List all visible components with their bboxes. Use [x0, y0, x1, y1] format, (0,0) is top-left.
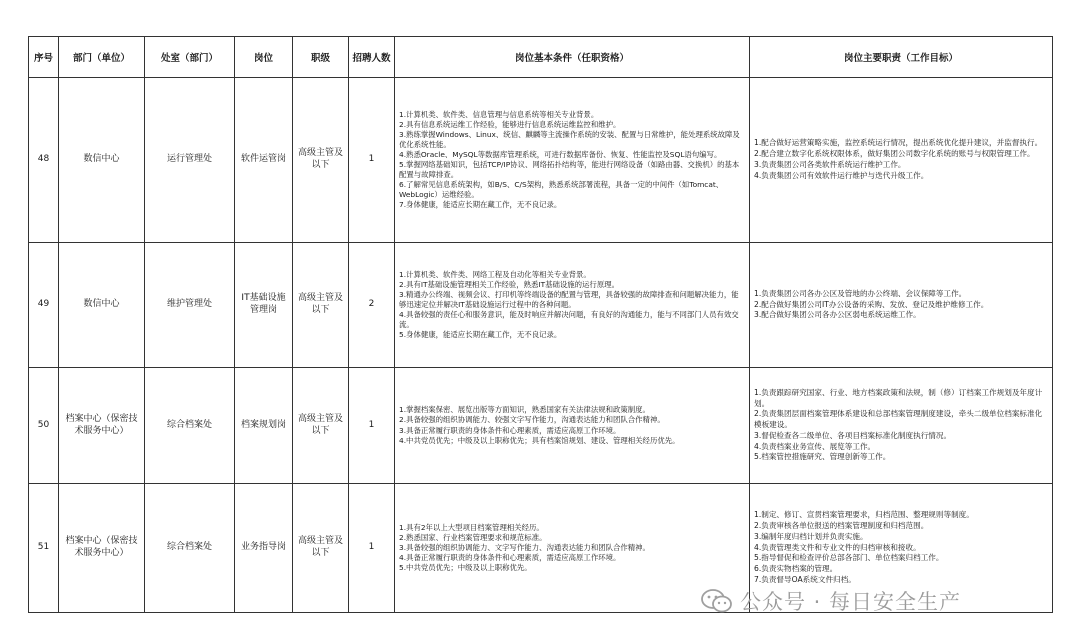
duty-item: 7.负责督导OA系统文件归档。 — [754, 574, 856, 584]
row-seq: 49 — [29, 243, 59, 368]
condition-item: 7.身体健康，能适应长期在藏工作，无不良记录。 — [399, 200, 562, 210]
row-office: 维护管理处 — [145, 243, 235, 368]
row-count: 1 — [349, 484, 395, 613]
header-seq: 序号 — [29, 37, 59, 78]
row-level: 高级主管及以下 — [293, 243, 349, 368]
row-level: 高级主管及以下 — [293, 484, 349, 613]
duty-item: 1.负责集团公司各办公区及管地的办公终端、会议保障等工作。 — [754, 288, 967, 298]
header-level: 职级 — [293, 37, 349, 78]
row-department: 档案中心（保密技术服务中心） — [59, 368, 145, 484]
duty-item: 3.编制年度归档计划并负责实施。 — [754, 531, 868, 541]
condition-item: 2.熟悉国家、行业档案管理要求和规范标准。 — [399, 532, 547, 542]
row-conditions — [395, 484, 750, 613]
duty-item: 4.负责集团公司有效软件运行维护与迭代升级工作。 — [754, 170, 929, 180]
duty-item: 2.配合做好集团公司IT办公设备的采购、发放、登记及维护维修工作。 — [754, 299, 989, 309]
row-department: 数信中心 — [59, 78, 145, 243]
row-post: 软件运管岗 — [235, 78, 293, 243]
row-post: IT基础设施管理岗 — [235, 243, 293, 368]
condition-item: 4.中共党员优先；中级及以上职称优先；具有档案馆规划、建设、管理相关经历优先。 — [399, 435, 680, 445]
condition-item: 3.具备正常履行职责的身体条件和心理素质，需适应高原工作环境。 — [399, 425, 621, 435]
header-department: 部门（单位） — [59, 37, 145, 78]
header-office: 处室（部门） — [145, 37, 235, 78]
duty-item: 1.配合做好运营策略实施，监控系统运行情况，提出系统优化提升建议，并监督执行。 — [754, 138, 1043, 148]
condition-item: 4.具备正常履行职责的身体条件和心理素质，需适应高原工作环境。 — [399, 553, 621, 563]
duty-item: 2.负责审核各单位报送的档案管理制度和归档范围。 — [754, 521, 929, 531]
duty-item: 5.档案管控措施研究、管理创新等工作。 — [754, 452, 891, 462]
row-office: 综合档案处 — [145, 484, 235, 613]
row-level: 高级主管及以下 — [293, 368, 349, 484]
condition-item: 5.中共党员优先；中级及以上职称优先。 — [399, 563, 532, 573]
row-count: 2 — [349, 243, 395, 368]
condition-item: 3.具备较强的组织协调能力、文字写作能力、沟通表达能力和团队合作精神。 — [399, 542, 650, 552]
condition-item: 2.具备较强的组织协调能力、较强文字写作能力，沟通表达能力和团队合作精神。 — [399, 415, 665, 425]
condition-item: 2.具有信息系统运维工作经验，能够进行信息系统运维监控和维护。 — [399, 119, 621, 129]
condition-item: 5.掌握网络基础知识，包括TCP/IP协议、网络拓扑结构等，能进行网络设备（如路由器、交换机）的基本配置与故障排查。 — [399, 160, 740, 180]
header-conditions: 岗位基本条件（任职资格） — [395, 37, 750, 78]
table-header-row — [29, 37, 1053, 78]
condition-item: 6.了解常见信息系统架构，如B/S、C/S架构，熟悉系统部署流程，具备一定的中间件（如Tomcat、WebLogic）运维经验。 — [399, 180, 724, 200]
duty-item: 3.督促检查各二级单位、各项目档案标准化制度执行情况。 — [754, 430, 952, 440]
row-conditions — [395, 78, 750, 243]
row-department: 数信中心 — [59, 243, 145, 368]
row-department: 档案中心（保密技术服务中心） — [59, 484, 145, 613]
row-count: 1 — [349, 78, 395, 243]
row-duties — [750, 78, 1053, 243]
row-seq: 50 — [29, 368, 59, 484]
table-row — [29, 243, 1053, 368]
row-post: 档案规划岗 — [235, 368, 293, 484]
row-post: 业务指导岗 — [235, 484, 293, 613]
duty-item: 2.负责集团层面档案管理体系建设和总部档案管理制度建设，牵头二级单位档案标准化模板建设。 — [754, 409, 1043, 430]
condition-item: 1.计算机类、软件类、信息管理与信息系统等相关专业背景。 — [399, 109, 599, 119]
row-seq: 51 — [29, 484, 59, 613]
row-duties — [750, 368, 1053, 484]
watermark — [700, 584, 961, 618]
condition-item: 2.具有IT基础设施管理相关工作经验，熟悉IT基础设施的运行原理。 — [399, 279, 619, 289]
condition-item: 1.计算机类、软件类、网络工程及自动化等相关专业背景。 — [399, 269, 591, 279]
wechat-icon — [700, 588, 734, 614]
duty-item: 1.制定、修订、宣贯档案管理要求，归档范围、整理规则等制度。 — [754, 510, 974, 520]
condition-item: 5.身体健康，能适应长期在藏工作，无不良记录。 — [399, 330, 562, 340]
duty-item: 4.负责档案业务宣传、展览等工作。 — [754, 441, 876, 451]
duty-item: 6.负责实物档案的管理。 — [754, 564, 838, 574]
header-count: 招聘人数 — [349, 37, 395, 78]
condition-item: 1.掌握档案保密、展览出版等方面知识，熟悉国家有关法律法规和政策制度。 — [399, 405, 650, 415]
duty-item: 5.指导督促和检查评价总部各部门、单位档案归档工作。 — [754, 553, 944, 563]
table-row — [29, 368, 1053, 484]
recruitment-table — [28, 36, 1053, 613]
condition-item: 4.具备较强的责任心和服务意识，能及时响应并解决问题，有良好的沟通能力，能与不同部门人员有效交流。 — [399, 310, 739, 330]
duty-item: 2.配合建立数字化系统权限体系，做好集团公司数字化系统的账号与权限管理工作。 — [754, 149, 1035, 159]
condition-item: 3.精通办公终端、视频会议、打印机等终端设备的配置与管理，具备较强的故障排查和问题解决能力，能够迅速定位并解决IT基础设施运行过程中的各种问题。 — [399, 289, 739, 309]
duty-item: 1.负责跟踪研究国家、行业、地方档案政策和法规，制（修）订档案工作规划及年度计划。 — [754, 387, 1043, 408]
row-conditions — [395, 243, 750, 368]
row-level: 高级主管及以下 — [293, 78, 349, 243]
row-count: 1 — [349, 368, 395, 484]
row-duties — [750, 243, 1053, 368]
header-duties: 岗位主要职责（工作目标） — [750, 37, 1053, 78]
duty-item: 3.负责集团公司各类软件系统运行维护工作。 — [754, 160, 906, 169]
header-post: 岗位 — [235, 37, 293, 78]
condition-item: 3.熟练掌握Windows、Linux、统信、麒麟等主流操作系统的安装、配置与日常维护，能处理系统故障及优化系统性能。 — [399, 129, 740, 149]
duty-item: 3.配合做好集团公司各办公区弱电系统运维工作。 — [754, 310, 921, 320]
table-row — [29, 78, 1053, 243]
condition-item: 1.具有2年以上大型项目档案管理相关经历。 — [399, 522, 544, 532]
recruitment-table-sheet — [28, 36, 1052, 613]
condition-item: 4.熟悉Oracle、MySQL等数据库管理系统，可进行数据库备份、恢复、性能监控及SQL语句编写。 — [399, 149, 722, 159]
duty-item: 4.负责管理类文件和专业文件的归档审核和接收。 — [754, 542, 921, 552]
row-office: 综合档案处 — [145, 368, 235, 484]
row-seq: 48 — [29, 78, 59, 243]
row-office: 运行管理处 — [145, 78, 235, 243]
row-conditions — [395, 368, 750, 484]
watermark-text: 公众号 · 每日安全生产 — [740, 590, 962, 614]
